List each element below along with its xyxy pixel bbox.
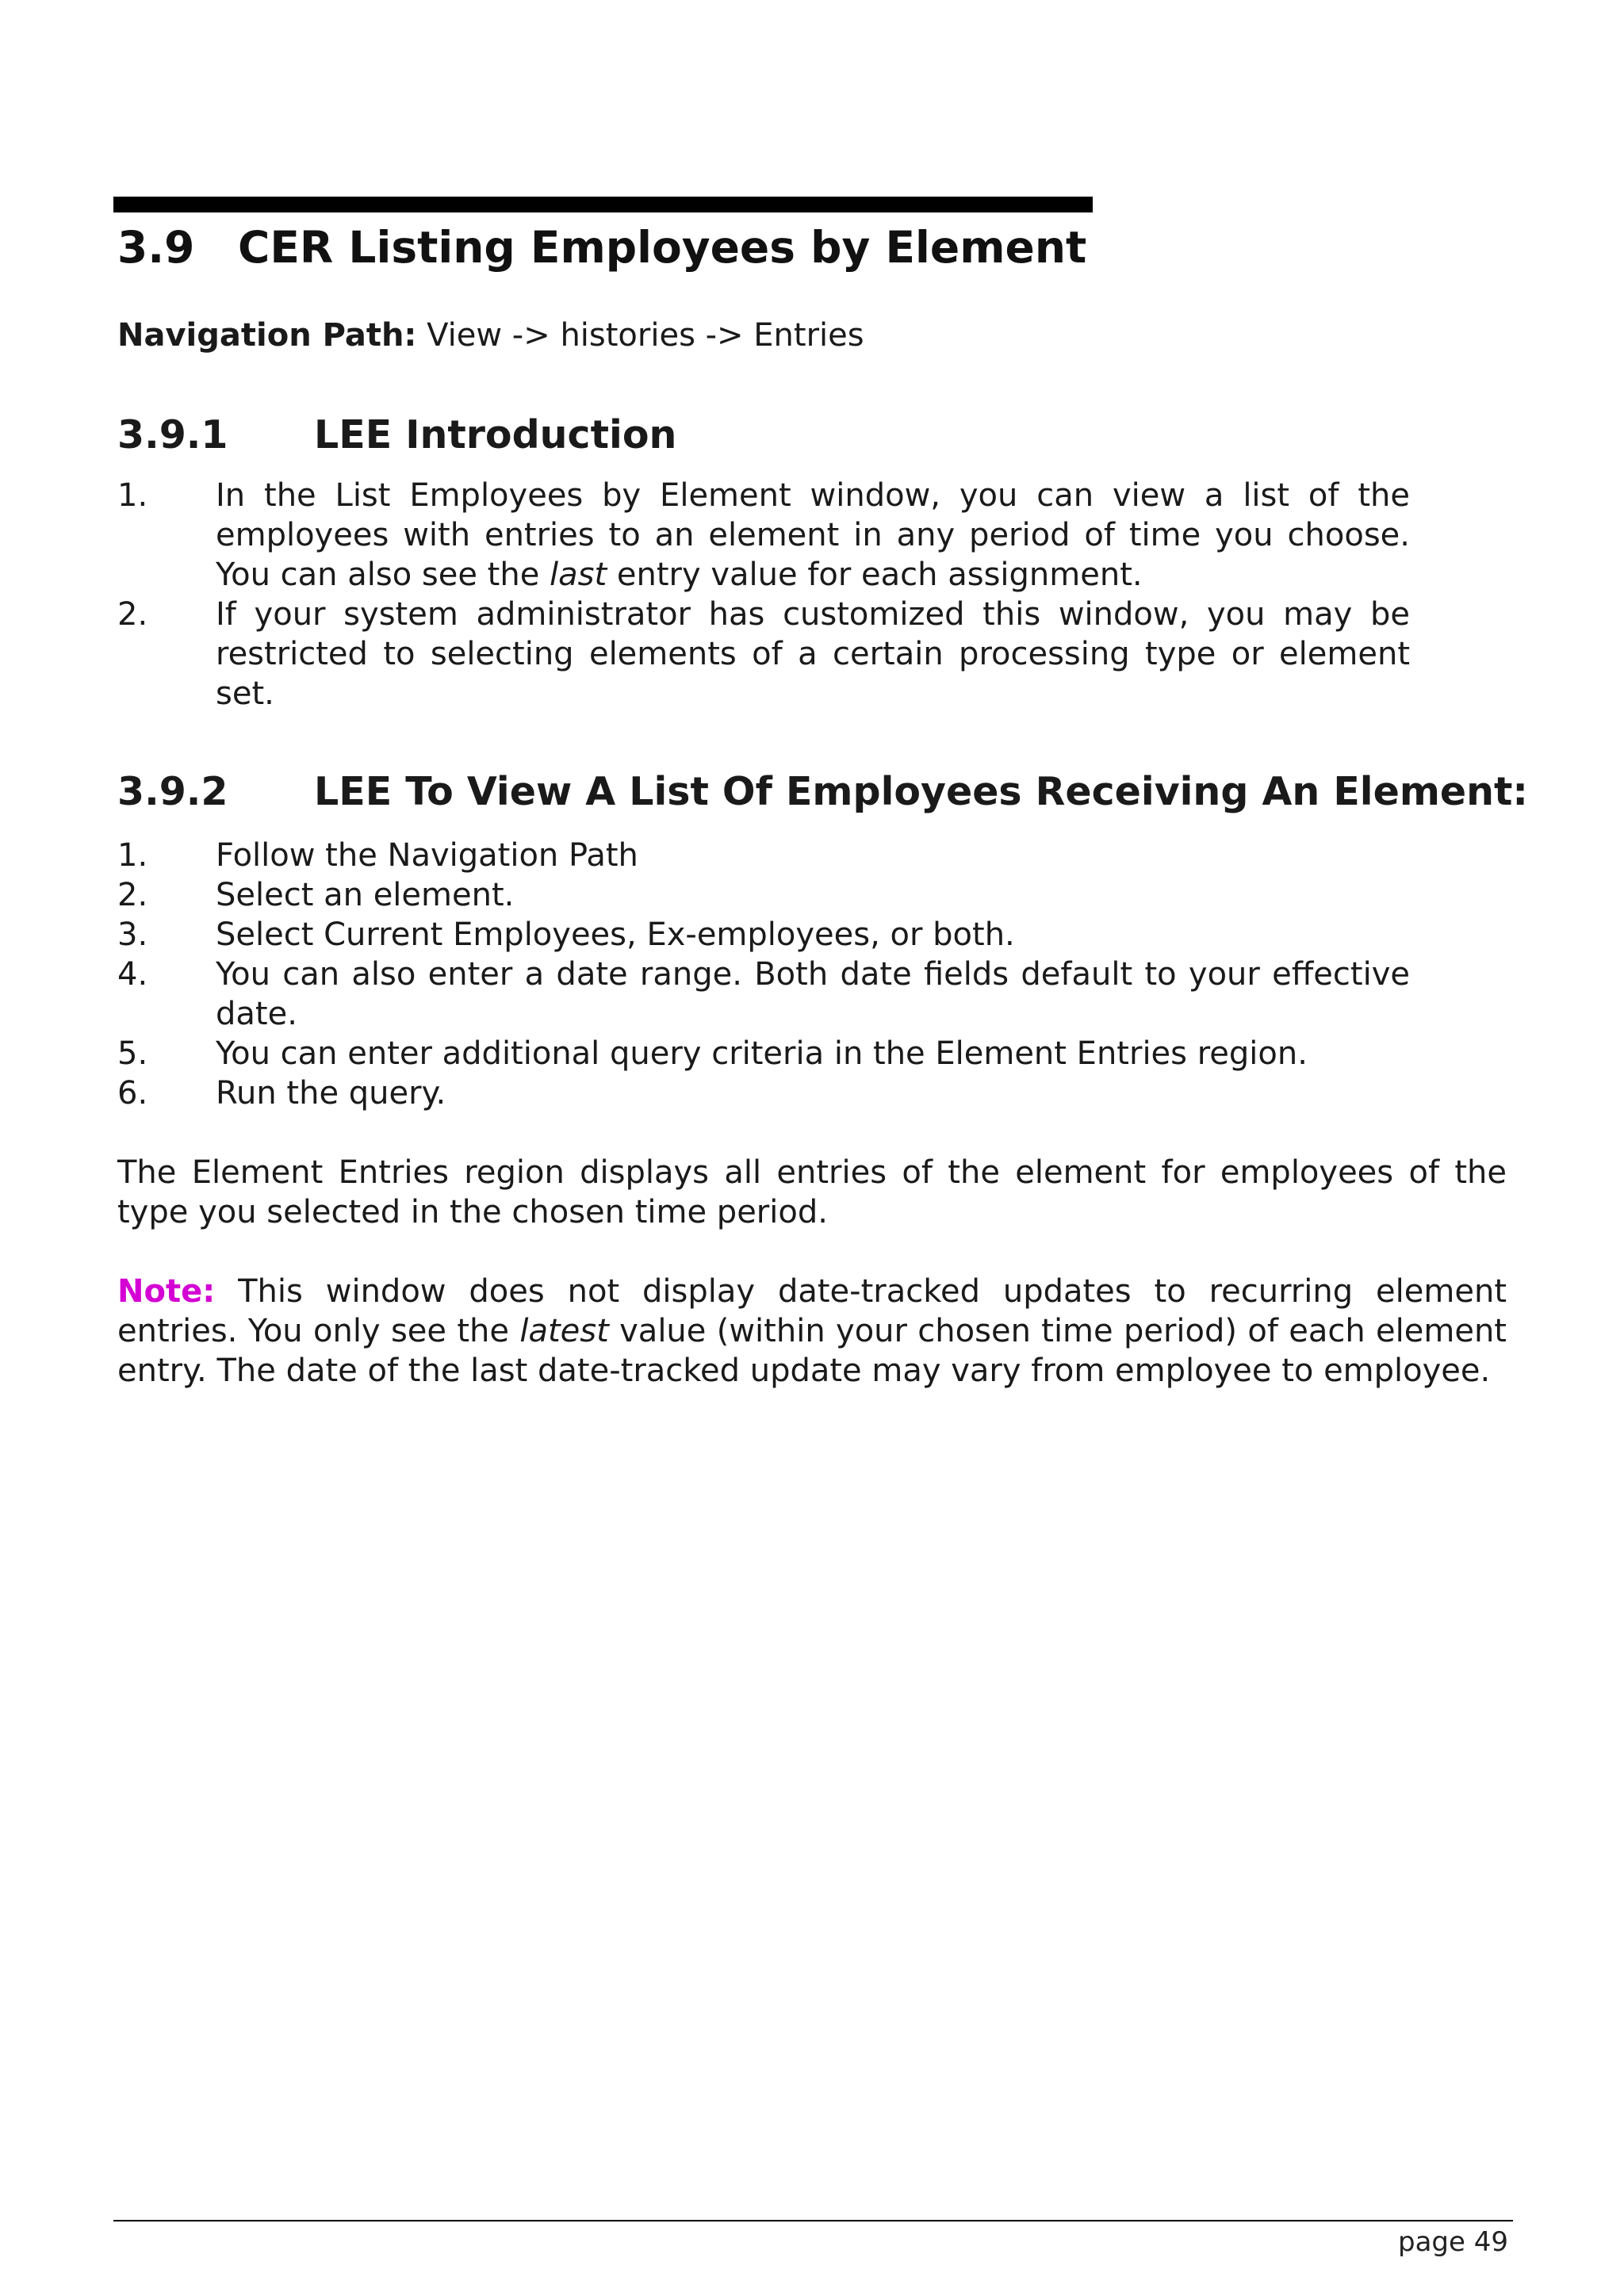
note-label: Note:: [117, 1273, 216, 1310]
section-title: CER Listing Employees by Element: [238, 222, 1087, 273]
section-top-rule: [113, 197, 1093, 212]
list-item: [117, 476, 1410, 595]
list-item-text: Select Current Employees, Ex-employees, or both.: [216, 916, 1015, 953]
list-item: [117, 875, 1410, 915]
list-item-text: Follow the Navigation Path: [216, 837, 638, 874]
subsection-heading-view-list: [117, 769, 1608, 814]
subsection-number: 3.9.1: [117, 412, 228, 457]
list-item-text: Run the query.: [216, 1075, 446, 1112]
list-item: [117, 1034, 1410, 1073]
list-item-text: You can enter additional query criteria in the Element Entries region.: [216, 1035, 1308, 1072]
list-item-text: [216, 476, 1410, 595]
subsection-heading-introduction: [117, 412, 1608, 457]
list-item-number: 1.: [117, 477, 148, 514]
list-item: [117, 955, 1410, 1034]
list-item: [117, 595, 1410, 714]
list-item-text: If your system administrator has customized this window, you may be restricted to selecting elements of a certain processing type or element set.: [216, 596, 1410, 712]
list-item: [117, 836, 1410, 875]
section-number: 3.9: [117, 222, 195, 273]
list-item-text-part: entry value for each assignment.: [607, 557, 1143, 593]
emphasis-text: last: [550, 557, 607, 593]
subsection-title: LEE Introduction: [314, 412, 677, 457]
navigation-path-value: View -> histories -> Entries: [416, 317, 864, 354]
list-item-number: 6.: [117, 1075, 148, 1112]
footer-rule: [113, 2220, 1513, 2221]
note-paragraph: [117, 1272, 1507, 1391]
list-item-number: 1.: [117, 837, 148, 874]
summary-paragraph: The Element Entries region displays all entries of the element for employees of the type you selected in the chosen time period.: [117, 1154, 1507, 1230]
introduction-list: [117, 476, 1410, 714]
navigation-path: [117, 317, 1545, 354]
note-text-part: This window does not display date-tracked updates to recurring element entries. You only see the: [117, 1273, 1507, 1349]
list-item-number: 2.: [117, 596, 148, 633]
list-item-text: You can also enter a date range. Both date fields default to your effective date.: [216, 956, 1410, 1032]
list-item-number: 2.: [117, 877, 148, 913]
subsection-title: LEE To View A List Of Employees Receiving An Element:: [314, 769, 1529, 814]
list-item: [117, 1073, 1410, 1113]
subsection-number: 3.9.2: [117, 769, 228, 814]
list-item-text: Select an element.: [216, 877, 515, 913]
list-item-text-part: In the List Employees by Element window, you can view a list of the employees with entries to an element in any period of time you choose. You can also see the: [216, 477, 1410, 593]
section-heading: [117, 222, 1545, 273]
navigation-path-label: Navigation Path:: [117, 317, 417, 354]
page-number: page 49: [1398, 2226, 1508, 2258]
emphasis-text: latest: [519, 1313, 609, 1349]
procedure-steps-list: [117, 836, 1410, 1113]
list-item: [117, 915, 1410, 955]
list-item-number: 4.: [117, 956, 148, 993]
note-text-part: value (within your chosen time period) of each element entry. The date of the last date-tracked update may vary from employee to employee.: [117, 1313, 1507, 1389]
list-item-number: 3.: [117, 916, 148, 953]
list-item-number: 5.: [117, 1035, 148, 1072]
